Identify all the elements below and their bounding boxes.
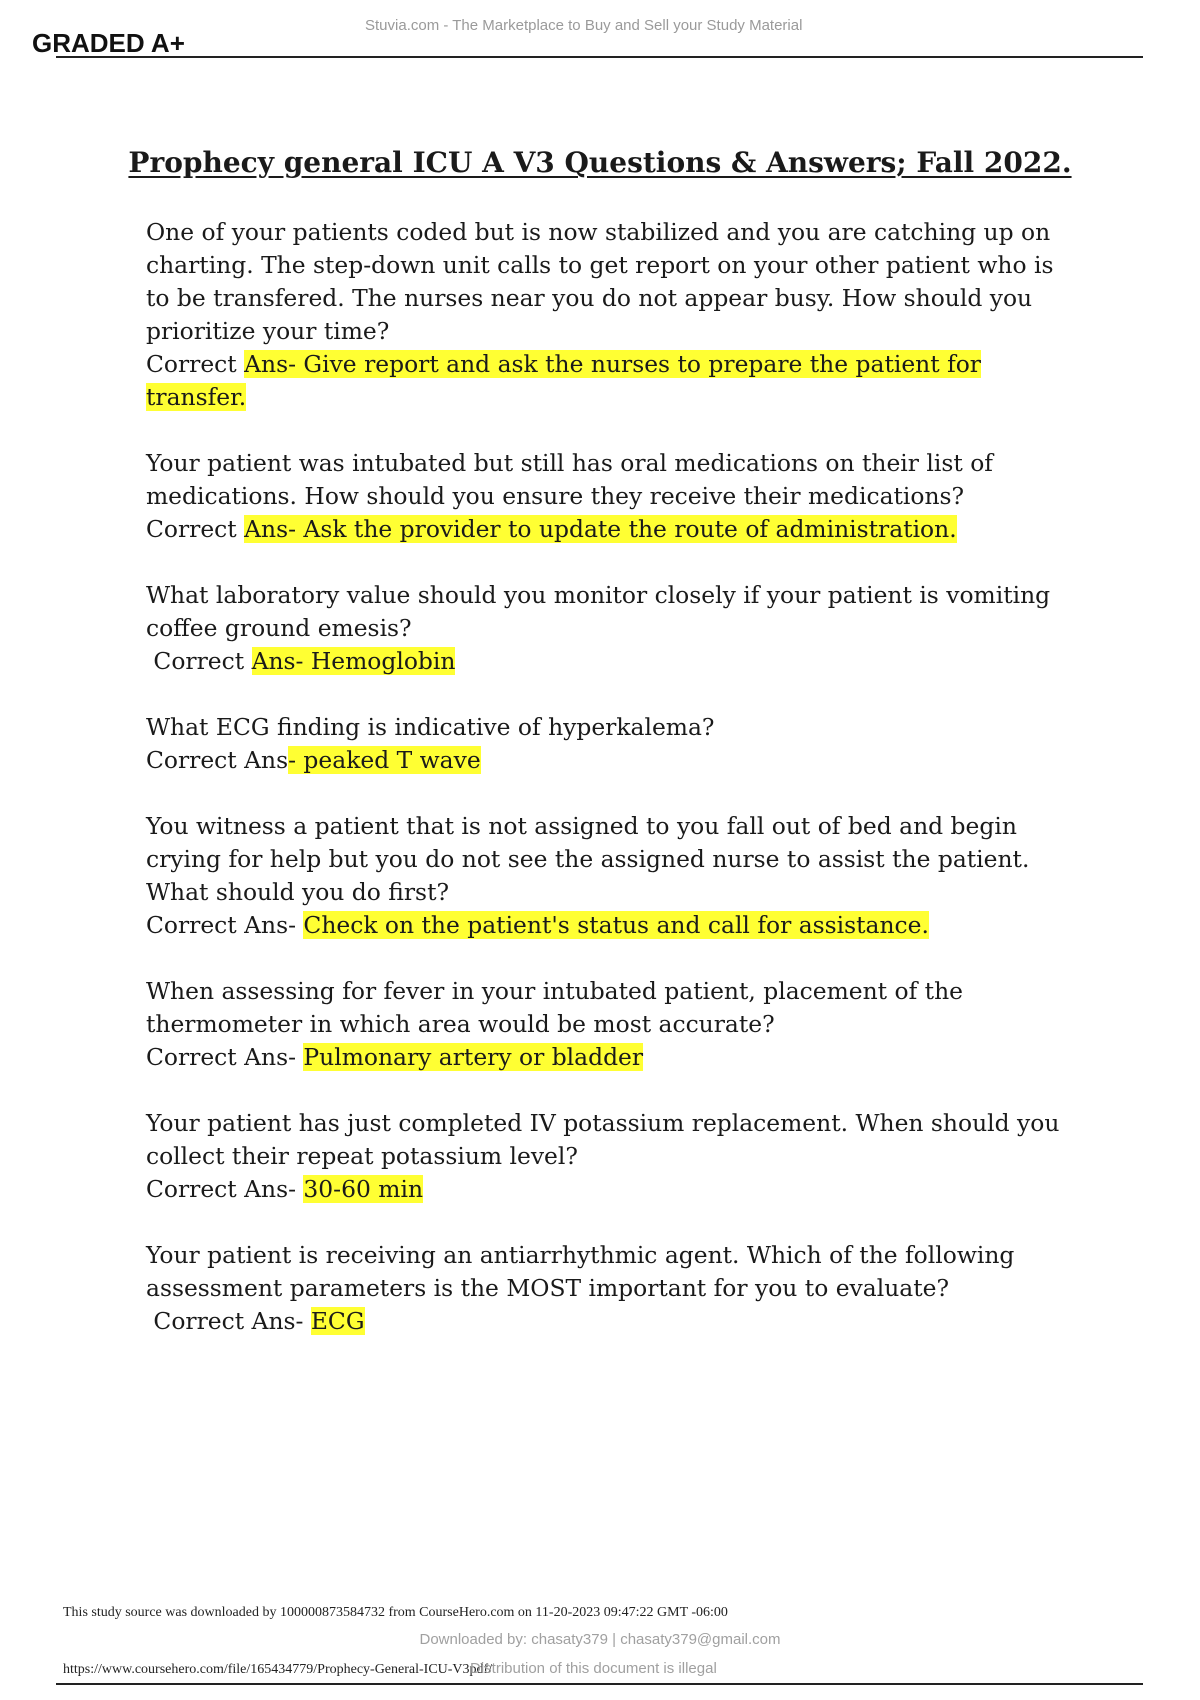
question-text: When assessing for fever in your intubated patient, placement of the thermometer in which area would be most accurate? bbox=[146, 977, 963, 1038]
answer-lead: Correct Ans- bbox=[146, 1043, 304, 1071]
answer-highlight: Ans- Hemoglobin bbox=[251, 647, 456, 675]
qa-item bbox=[146, 1107, 1076, 1206]
footer-source-note: This study source was downloaded by 100000873584732 from CourseHero.com on 11-20-2023 09:47:22 GMT -06:00 bbox=[63, 1605, 728, 1620]
graded-badge: GRADED A+ bbox=[32, 28, 185, 58]
answer-lead: Correct Ans- bbox=[146, 911, 304, 939]
qa-item bbox=[146, 810, 1076, 942]
answer-lead: Correct Ans- bbox=[146, 1307, 311, 1335]
question-text: What ECG finding is indicative of hyperkalema? bbox=[146, 713, 715, 741]
qa-item bbox=[146, 1239, 1076, 1338]
footer-rule bbox=[56, 1683, 1143, 1685]
answer-highlight: - peaked T wave bbox=[288, 746, 481, 774]
question-text: One of your patients coded but is now stabilized and you are catching up on charting. The step-down unit calls to get report on your other patient who is to be transfered. The nurses near you do not appear busy. How should you prioritize your time? bbox=[146, 218, 1054, 345]
question-text: Your patient was intubated but still has oral medications on their list of medications. How should you ensure they receive their medications? bbox=[146, 449, 993, 510]
qa-item bbox=[146, 579, 1076, 678]
footer-url[interactable]: https://www.coursehero.com/file/165434779/Prophecy-General-ICU-V3pdf/ bbox=[63, 1662, 493, 1677]
qa-item bbox=[146, 975, 1076, 1074]
qa-list bbox=[146, 216, 1076, 1371]
question-text: Your patient has just completed IV potassium replacement. When should you collect their repeat potassium level? bbox=[146, 1109, 1060, 1170]
answer-lead: Correct bbox=[146, 350, 245, 378]
document-title: Prophecy general ICU A V3 Questions & Answers; Fall 2022. bbox=[128, 146, 1072, 179]
answer-highlight: Check on the patient's status and call for assistance. bbox=[303, 911, 929, 939]
answer-highlight: Ans- Ask the provider to update the route of administration. bbox=[244, 515, 957, 543]
question-text: What laboratory value should you monitor closely if your patient is vomiting coffee ground emesis? bbox=[146, 581, 1051, 642]
qa-item bbox=[146, 216, 1076, 414]
answer-highlight: Ans- Give report and ask the nurses to prepare the patient for transfer. bbox=[146, 350, 981, 411]
answer-lead: Correct Ans- bbox=[146, 1175, 304, 1203]
header-rule bbox=[56, 56, 1143, 58]
answer-highlight: ECG bbox=[310, 1307, 365, 1335]
qa-item bbox=[146, 447, 1076, 546]
answer-lead: Correct bbox=[146, 515, 245, 543]
stuvia-watermark: Stuvia.com - The Marketplace to Buy and Sell your Study Material bbox=[365, 17, 803, 34]
answer-highlight: 30-60 min bbox=[303, 1175, 424, 1203]
answer-highlight: Pulmonary artery or bladder bbox=[303, 1043, 644, 1071]
footer-downloaded-by: Downloaded by: chasaty379 | chasaty379@gmail.com bbox=[419, 1631, 781, 1648]
answer-lead: Correct Ans bbox=[146, 746, 289, 774]
question-text: You witness a patient that is not assigned to you fall out of bed and begin crying for help but you do not see the assigned nurse to assist the patient. What should you do first? bbox=[146, 812, 1030, 906]
footer-distribution-notice: Distribution of this document is illegal bbox=[470, 1660, 717, 1677]
answer-lead: Correct bbox=[146, 647, 252, 675]
question-text: Your patient is receiving an antiarrhythmic agent. Which of the following assessment parameters is the MOST important for you to evaluate? bbox=[146, 1241, 1015, 1302]
qa-item bbox=[146, 711, 1076, 777]
